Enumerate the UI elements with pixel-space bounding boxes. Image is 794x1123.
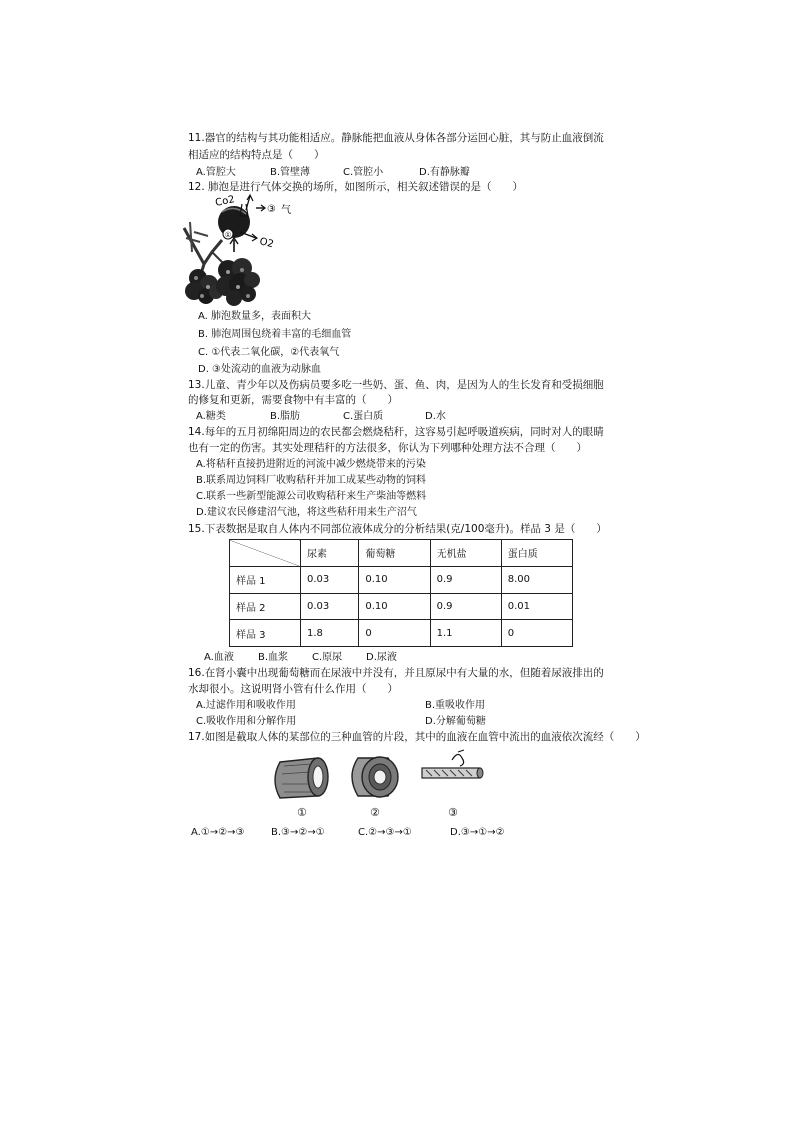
figure-label-co2: Co2 — [214, 194, 236, 209]
figure-label-o2: O2 — [258, 236, 275, 251]
q13-option-a: A.糖类 — [196, 411, 226, 422]
table-header-salts: 无机盐 — [430, 540, 501, 567]
q16-option-c: C.吸收作用和分解作用 — [196, 716, 297, 727]
q15-option-b: B.血浆 — [258, 652, 289, 663]
table-cell: 0.01 — [501, 593, 572, 620]
table-cell: 0.03 — [301, 593, 359, 620]
q13-option-c: C.蛋白质 — [343, 411, 384, 422]
table-cell: 0.9 — [430, 593, 501, 620]
q12-option-c: C. ①代表二氧化碳，②代表氧气 — [198, 347, 340, 358]
table-cell: 0.10 — [359, 566, 430, 593]
table-header-row — [230, 540, 573, 567]
q17-stem: 17.如图是截取人体的某部位的三种血管的片段，其中的血液在血管中流出的血液依次流经（ ） — [188, 731, 646, 743]
table-cell: 0.10 — [359, 593, 430, 620]
q17-option-d: D.③→①→② — [450, 827, 505, 838]
q16-option-b: B.重吸收作用 — [425, 700, 486, 711]
vessel-label-1: ① — [297, 806, 307, 819]
q17-option-a: A.①→②→③ — [191, 827, 245, 838]
q17-option-b: B.③→②→① — [271, 827, 325, 838]
blood-vessel-1-figure — [272, 754, 332, 802]
q14-stem-line2: 也有一定的伤害。其实处理秸秆的方法很多，你认为下列哪种处理方法不合理（ ） — [188, 442, 587, 454]
q13-option-b: B.脂肪 — [270, 411, 301, 422]
table-cell: 0.03 — [301, 566, 359, 593]
figure-label-1: ① — [224, 231, 232, 239]
table-cell: 1.1 — [430, 620, 501, 647]
table-cell: 0 — [501, 620, 572, 647]
q12-stem: 12. 肺泡是进行气体交换的场所，如图所示，相关叙述错误的是（ ） — [188, 181, 524, 193]
vessel-label-3: ③ — [448, 806, 458, 819]
table-row — [230, 593, 573, 620]
vessel-label-2: ② — [370, 806, 380, 819]
q11-option-b: B.管壁薄 — [270, 167, 311, 178]
table-row — [230, 620, 573, 647]
q12-option-a: A. 肺泡数量多，表面积大 — [198, 311, 312, 322]
q12-option-d: D. ③处流动的血液为动脉血 — [198, 364, 322, 375]
table-header-urea: 尿素 — [301, 540, 359, 567]
table-row — [230, 566, 573, 593]
q15-stem: 15.下表数据是取自人体内不同部位液体成分的分析结果(克/100毫升)。样品 3 是（ ） — [188, 523, 607, 535]
q11-stem-line2: 相适应的结构特点是（ ） — [188, 149, 325, 161]
blood-vessel-2-figure — [344, 750, 404, 802]
q15-option-c: C.原尿 — [312, 652, 343, 663]
table-cell: 样品 3 — [230, 620, 301, 647]
table-cell: 8.00 — [501, 566, 572, 593]
blood-vessel-3-figure — [418, 748, 486, 786]
q16-option-d: D.分解葡萄糖 — [425, 716, 486, 727]
q13-option-d: D.水 — [425, 411, 446, 422]
table-corner-cell — [230, 540, 301, 567]
alveoli-cluster-right — [216, 258, 260, 306]
q15-option-d: D.尿液 — [366, 652, 397, 663]
q11-option-d: D.有静脉瓣 — [419, 167, 470, 178]
q14-option-d: D.建议农民修建沼气池，将这些秸秆用来生产沼气 — [196, 507, 417, 518]
fluid-composition-table — [229, 539, 573, 647]
q14-stem-line1: 14.每年的五月初绵阳周边的农民都会燃烧秸秆，这容易引起呼吸道疾病，同时对人的眼睛 — [188, 426, 604, 438]
table-cell: 0 — [359, 620, 430, 647]
q14-option-c: C.联系一些新型能源公司收购秸秆来生产柴油等燃料 — [196, 491, 427, 502]
q11-option-c: C.管腔小 — [343, 167, 384, 178]
q17-option-c: C.②→③→① — [358, 827, 412, 838]
q16-option-a: A.过滤作用和吸收作用 — [196, 700, 296, 711]
table-header-protein: 蛋白质 — [501, 540, 572, 567]
table-cell: 1.8 — [301, 620, 359, 647]
q16-stem-line1: 16.在肾小囊中出现葡萄糖而在尿液中并没有，并且原尿中有大量的水，但随着尿液排出的 — [188, 667, 604, 679]
table-header-glucose: 葡萄糖 — [359, 540, 430, 567]
q13-stem-line2: 的修复和更新，需要食物中有丰富的（ ） — [188, 394, 398, 406]
q14-option-b: B.联系周边饲料厂收购秸秆并加工成某些动物的饲料 — [196, 475, 427, 486]
table-cell: 0.9 — [430, 566, 501, 593]
q14-option-a: A.将秸秆直接扔进附近的河流中减少燃烧带来的污染 — [196, 459, 426, 470]
alveolus-figure — [182, 192, 307, 308]
q12-option-b: B. 肺泡周围包绕着丰富的毛细血管 — [198, 329, 352, 340]
q13-stem-line1: 13.儿童、青少年以及伤病员要多吃一些奶、蛋、鱼、肉，是因为人的生长发育和受损细胞 — [188, 379, 604, 391]
q15-option-a: A.血液 — [204, 652, 234, 663]
figure-label-qi: 气 — [281, 205, 291, 216]
q11-stem-line1: 11.器官的结构与其功能相适应。静脉能把血液从身体各部分运回心脏，其与防止血液倒流 — [188, 132, 604, 144]
q16-stem-line2: 水却很小。这说明肾小管有什么作用（ ） — [188, 683, 398, 695]
q11-option-a: A.管腔大 — [196, 167, 236, 178]
table-cell: 样品 2 — [230, 593, 301, 620]
figure-label-3: ③ — [267, 204, 276, 215]
table-cell: 样品 1 — [230, 566, 301, 593]
